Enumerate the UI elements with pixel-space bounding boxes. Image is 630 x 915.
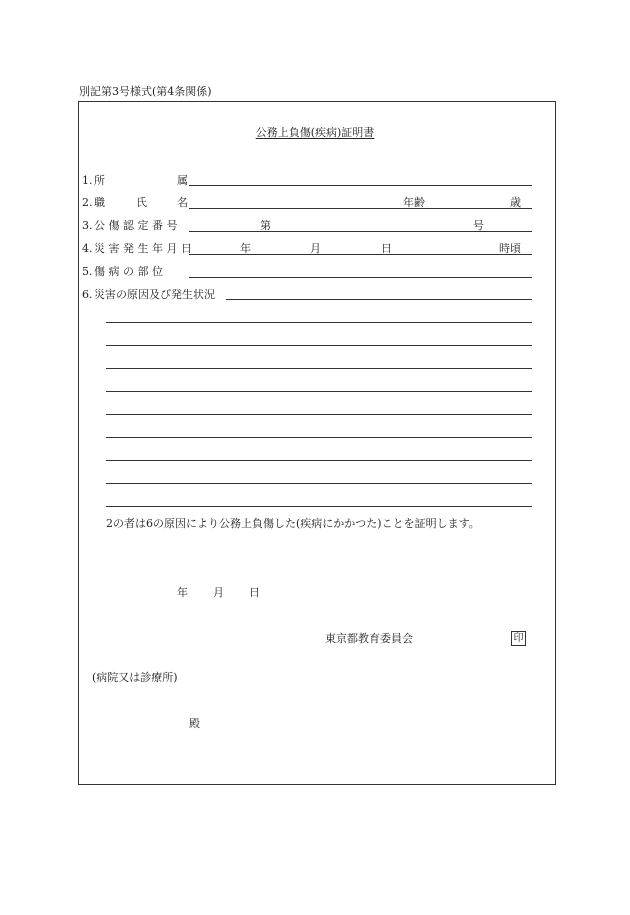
cause-input-line-1[interactable] (226, 299, 532, 300)
cause-input-line-4[interactable] (106, 368, 532, 369)
cert-number-input-line[interactable] (189, 231, 532, 232)
disaster-date-input-line[interactable] (189, 254, 532, 255)
age-label: 年齢 (403, 196, 425, 209)
field-3-label: 公 傷 認 定 番 号 (94, 219, 178, 232)
cause-input-line-8[interactable] (106, 460, 532, 461)
field-5-label: 傷 病 の 部 位 (94, 265, 163, 278)
date-year-label: 年 (240, 242, 251, 255)
field-1-label-start: 所 (94, 174, 105, 187)
field-2-label-3: 名 (177, 196, 188, 209)
cause-input-line-5[interactable] (106, 391, 532, 392)
field-4-number: 4. (82, 242, 93, 255)
field-1-number: 1. (82, 174, 93, 187)
cause-input-line-10[interactable] (106, 506, 532, 507)
date-time-label: 時頃 (499, 242, 521, 255)
form-title: 公務上負傷(疾病)証明書 (255, 126, 375, 139)
field-4-label: 災 害 発 生 年 月 日 (94, 242, 192, 255)
date-month-label: 月 (310, 242, 321, 255)
cause-input-line-7[interactable] (106, 437, 532, 438)
field-2-label-2: 氏 (136, 196, 147, 209)
cause-input-line-6[interactable] (106, 414, 532, 415)
field-2-number: 2. (82, 196, 93, 209)
field-1-label-end: 属 (177, 174, 188, 187)
date-day-label: 日 (381, 242, 392, 255)
cert-date-year: 年 (177, 586, 188, 599)
form-header: 別記第3号様式(第4条関係) (79, 85, 212, 98)
field-6-label: 災害の原因及び発生状況 (94, 288, 215, 301)
cert-date-day: 日 (249, 586, 260, 599)
hospital-label: (病院又は診療所) (92, 671, 178, 684)
cert-number-suffix: 号 (473, 219, 484, 232)
age-unit: 歳 (510, 196, 521, 209)
cause-input-line-2[interactable] (106, 322, 532, 323)
field-5-number: 5. (82, 265, 93, 278)
injury-site-input-line[interactable] (189, 277, 532, 278)
certification-statement: 2の者は6の原因により公務上負傷した(疾病にかかつた)ことを証明します。 (106, 517, 480, 530)
name-input-line[interactable] (189, 208, 532, 209)
affiliation-input-line[interactable] (189, 185, 532, 186)
seal-stamp-mark: 印 (511, 631, 526, 646)
cert-date-month: 月 (213, 586, 224, 599)
field-2-label-1: 職 (94, 196, 105, 209)
issuer-name: 東京都教育委員会 (325, 632, 413, 645)
addressee-suffix: 殿 (189, 717, 200, 730)
cause-input-line-3[interactable] (106, 345, 532, 346)
field-6-number: 6. (82, 288, 93, 301)
field-3-number: 3. (82, 219, 93, 232)
cause-input-line-9[interactable] (106, 483, 532, 484)
cert-number-prefix: 第 (260, 219, 271, 232)
